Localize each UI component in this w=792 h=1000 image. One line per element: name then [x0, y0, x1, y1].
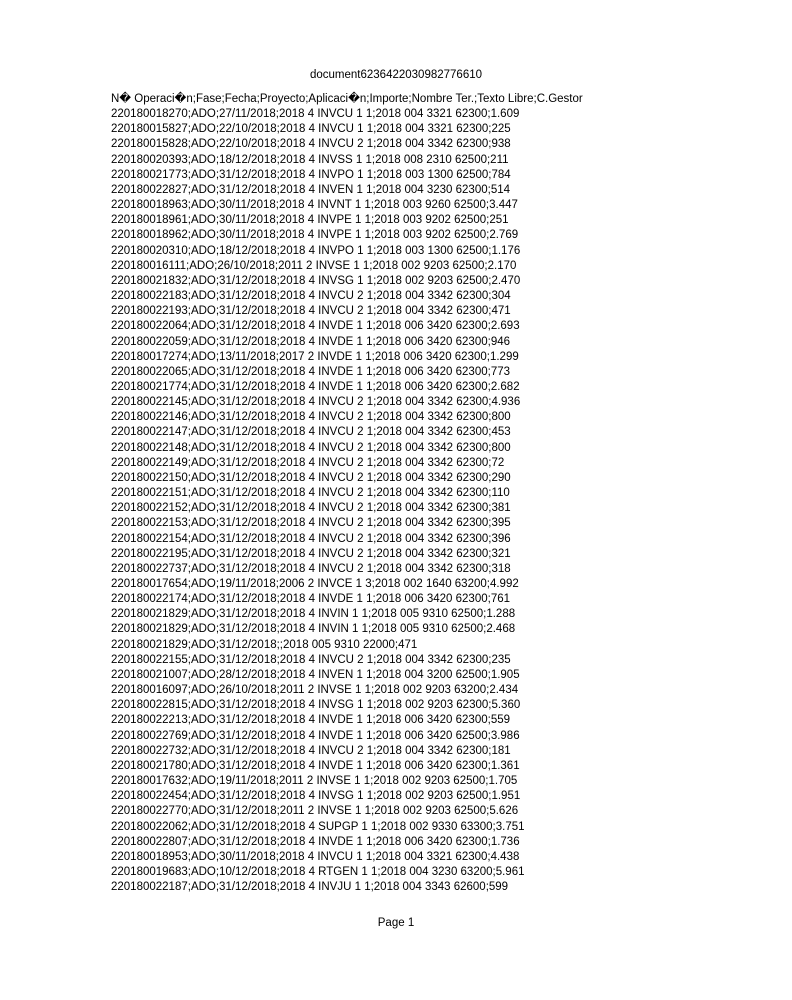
data-row: 220180018962;ADO;30/11/2018;2018 4 INVPE 1 1;2018 003 9202 62500;2.769 — [111, 229, 519, 242]
data-row: 220180021829;ADO;31/12/2018;;2018 005 9310 22000;471 — [111, 638, 418, 651]
data-row: 220180018953;ADO;30/11/2018;2018 4 INVCU 1 1;2018 004 3321 62300;4.438 — [111, 850, 520, 863]
data-row: 220180022148;ADO;31/12/2018;2018 4 INVCU 2 1;2018 004 3342 62300;800 — [111, 441, 511, 454]
data-row: 220180022737;ADO;31/12/2018;2018 4 INVCU 2 1;2018 004 3342 62300;318 — [111, 562, 511, 575]
data-row: 220180015828;ADO;22/10/2018;2018 4 INVCU 2 1;2018 004 3342 62300;938 — [111, 138, 511, 151]
data-row: 220180021774;ADO;31/12/2018;2018 4 INVDE 1 1;2018 006 3420 62300;2.682 — [111, 380, 520, 393]
data-row: 220180022064;ADO;31/12/2018;2018 4 INVDE 1 1;2018 006 3420 62300;2.693 — [111, 320, 520, 333]
data-row: 220180022149;ADO;31/12/2018;2018 4 INVCU 2 1;2018 004 3342 62300;72 — [111, 456, 505, 469]
data-row: 220180018270;ADO;27/11/2018;2018 4 INVCU 1 1;2018 004 3321 62300;1.609 — [111, 108, 520, 121]
data-row: 220180021773;ADO;31/12/2018;2018 4 INVPO 1 1;2018 003 1300 62500;784 — [111, 168, 511, 181]
data-row: 220180016111;ADO;26/10/2018;2011 2 INVSE 1 1;2018 002 9203 62500;2.170 — [111, 259, 517, 272]
data-row: 220180022807;ADO;31/12/2018;2018 4 INVDE 1 1;2018 006 3420 62300;1.736 — [111, 835, 520, 848]
data-row: 220180022152;ADO;31/12/2018;2018 4 INVCU 2 1;2018 004 3342 62300;381 — [111, 502, 511, 515]
data-row: 220180017632;ADO;19/11/2018;2011 2 INVSE 1 1;2018 002 9203 62500;1.705 — [111, 775, 518, 788]
data-row: 220180022732;ADO;31/12/2018;2018 4 INVCU 2 1;2018 004 3342 62300;181 — [111, 744, 511, 757]
data-row: 220180019683;ADO;10/12/2018;2018 4 RTGEN 1 1;2018 004 3230 63200;5.961 — [111, 865, 525, 878]
data-row: 220180022827;ADO;31/12/2018;2018 4 INVEN 1 1;2018 004 3230 62300;514 — [111, 183, 511, 196]
data-row: 220180022059;ADO;31/12/2018;2018 4 INVDE 1 1;2018 006 3420 62300;946 — [111, 335, 511, 348]
data-row: 220180021007;ADO;28/12/2018;2018 4 INVEN 1 1;2018 004 3200 62500;1.905 — [111, 668, 520, 681]
data-row: 220180022154;ADO;31/12/2018;2018 4 INVCU 2 1;2018 004 3342 62300;396 — [111, 532, 511, 545]
data-row: 220180022183;ADO;31/12/2018;2018 4 INVCU 2 1;2018 004 3342 62300;304 — [111, 290, 511, 303]
data-row: 220180022065;ADO;31/12/2018;2018 4 INVDE 1 1;2018 006 3420 62300;773 — [111, 365, 511, 378]
data-row: 220180022769;ADO;31/12/2018;2018 4 INVDE 1 1;2018 006 3420 62500;3.986 — [111, 729, 520, 742]
data-row: 220180022155;ADO;31/12/2018;2018 4 INVCU 2 1;2018 004 3342 62300;235 — [111, 653, 511, 666]
row-list — [111, 107, 583, 895]
table-header-line: N� Operaci�n;Fase;Fecha;Proyecto;Aplicaci�n;Importe;Nombre Ter.;Texto Libre;C.Gestor — [111, 93, 583, 105]
data-row: 220180022193;ADO;31/12/2018;2018 4 INVCU 2 1;2018 004 3342 62300;471 — [111, 305, 511, 318]
data-row: 220180021832;ADO;31/12/2018;2018 4 INVSG 1 1;2018 002 9203 62500;2.470 — [111, 274, 521, 287]
document-title: document6236422030982776610 — [309, 69, 483, 81]
data-row: 220180021780;ADO;31/12/2018;2018 4 INVDE 1 1;2018 006 3420 62300;1.361 — [111, 759, 520, 772]
data-row: 220180022213;ADO;31/12/2018;2018 4 INVDE 1 1;2018 006 3420 62300;559 — [111, 714, 511, 727]
data-row: 220180015827;ADO;22/10/2018;2018 4 INVCU 1 1;2018 004 3321 62300;225 — [111, 123, 511, 136]
data-row: 220180022153;ADO;31/12/2018;2018 4 INVCU 2 1;2018 004 3342 62300;395 — [111, 517, 511, 530]
data-row: 220180017274;ADO;13/11/2018;2017 2 INVDE 1 1;2018 006 3420 62300;1.299 — [111, 350, 519, 363]
data-row: 220180018963;ADO;30/11/2018;2018 4 INVNT 1 1;2018 003 9260 62500;3.447 — [111, 199, 518, 212]
data-row: 220180017654;ADO;19/11/2018;2006 2 INVCE 1 3;2018 002 1640 63200;4.992 — [111, 578, 519, 590]
data-row: 220180016097;ADO;26/10/2018;2011 2 INVSE 1 1;2018 002 9203 63200;2.434 — [111, 684, 519, 697]
data-row: 220180021829;ADO;31/12/2018;2018 4 INVIN 1 1;2018 005 9310 62500;2.468 — [111, 623, 516, 636]
data-row: 220180020310;ADO;18/12/2018;2018 4 INVPO 1 1;2018 003 1300 62500;1.176 — [111, 244, 521, 257]
document-body — [111, 92, 583, 895]
data-row: 220180022815;ADO;31/12/2018;2018 4 INVSG 1 1;2018 002 9203 62300;5.360 — [111, 699, 521, 712]
data-row: 220180022150;ADO;31/12/2018;2018 4 INVCU 2 1;2018 004 3342 62300;290 — [111, 471, 511, 484]
data-row: 220180022187;ADO;31/12/2018;2018 4 INVJU 1 1;2018 004 3343 62600;599 — [111, 881, 509, 894]
data-row: 220180018961;ADO;30/11/2018;2018 4 INVPE 1 1;2018 003 9202 62500;251 — [111, 214, 509, 227]
data-row: 220180022147;ADO;31/12/2018;2018 4 INVCU 2 1;2018 004 3342 62300;453 — [111, 426, 511, 439]
data-row: 220180021829;ADO;31/12/2018;2018 4 INVIN 1 1;2018 005 9310 62500;1.288 — [111, 608, 516, 621]
data-row: 220180020393;ADO;18/12/2018;2018 4 INVSS 1 1;2018 008 2310 62500;211 — [111, 153, 509, 166]
data-row: 220180022770;ADO;31/12/2018;2011 2 INVSE 1 1;2018 002 9203 62500;5.626 — [111, 805, 519, 818]
page-number: Page 1 — [377, 917, 415, 929]
data-row: 220180022146;ADO;31/12/2018;2018 4 INVCU 2 1;2018 004 3342 62300;800 — [111, 411, 511, 424]
data-row: 220180022454;ADO;31/12/2018;2018 4 INVSG 1 1;2018 002 9203 62500;1.951 — [111, 790, 521, 803]
data-row: 220180022174;ADO;31/12/2018;2018 4 INVDE 1 1;2018 006 3420 62300;761 — [111, 593, 511, 606]
data-row: 220180022195;ADO;31/12/2018;2018 4 INVCU 2 1;2018 004 3342 62300;321 — [111, 547, 511, 560]
data-row: 220180022062;ADO;31/12/2018;2018 4 SUPGP 1 1;2018 002 9330 63300;3.751 — [111, 820, 525, 833]
data-row: 220180022145;ADO;31/12/2018;2018 4 INVCU 2 1;2018 004 3342 62300;4.936 — [111, 396, 521, 409]
data-row: 220180022151;ADO;31/12/2018;2018 4 INVCU 2 1;2018 004 3342 62300;110 — [111, 487, 510, 500]
